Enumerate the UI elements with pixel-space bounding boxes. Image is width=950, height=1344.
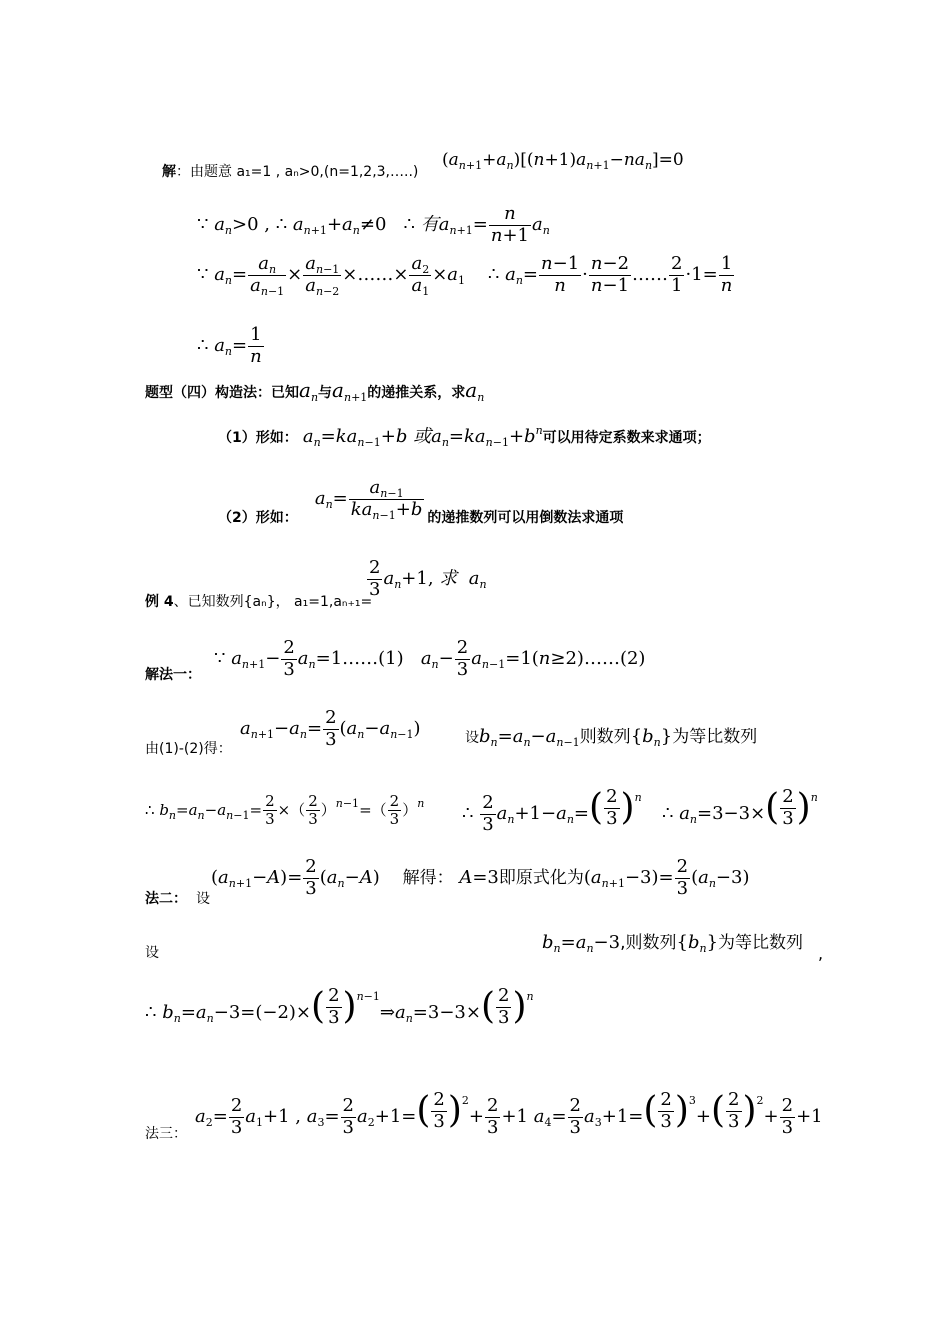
result-line: ∴ $a_n=$ $\frac{1}{n}$ bbox=[197, 324, 262, 367]
product-line: ∵ $a_n=$ $\frac{a_n}{a_{n-1}}$ × $\frac{a_{n-1}}{a_{n-2}}$ ×……× $\frac{a_2}{a_1}$ $\times a_1$ ∴ $a_n=$ $\frac{n-1}{n}$ · $\frac{n-2}{n-1}$ …… $\frac{2}{1}$ ·1= $\frac{1}{n}$ bbox=[197, 253, 733, 298]
method2-let2-eq: $b_n=a_n-3$,则数列$\{b_n\}$为等比数列 bbox=[542, 932, 804, 955]
method1-eq1: ∵ $a_{n+1}-$ $\frac{2}{3}$ $a_n=1\dots\dots(1)$ $a_n-$ $\frac{2}{3}$ $a_{n-1}=1(n\ge 2)\dots\dots(2)$ bbox=[214, 637, 646, 680]
solution-line bbox=[162, 163, 418, 179]
solution-equation: $(a_{n+1}+a_n)[(n+1)a_{n+1}-na_n]=0$ bbox=[442, 150, 684, 172]
method1-let: 设$b_n=a_n-a_{n-1}$则数列$\{b_n\}$为等比数列 bbox=[465, 726, 758, 749]
form1-line: （1）形如： $a_n=ka_{n-1}+b$ 或$a_n=ka_{n-1}+b^n$可以用待定系数来求通项； bbox=[218, 424, 711, 449]
method2-let2-label: 设 bbox=[145, 945, 159, 961]
form2-line: （2）形如： $a_n=$ $a_{n-1}$ $ka_{n-1}+b$ 的递推数列可以用倒数法求通项 bbox=[218, 477, 624, 527]
method2-let-label: 设 bbox=[196, 891, 210, 907]
method1-from-eq: $a_{n+1}-a_n=$ $\frac{2}{3}$ $(a_n-a_{n-1})$ bbox=[240, 707, 421, 750]
example4-equation: $\frac{2}{3}$ $a_n+1$, 求 $a_n$ bbox=[369, 557, 487, 600]
method1-bn-line: ∴ $b_n=a_n-a_{n-1}=$ $\frac{2}{3}$ ×（ $\frac{2}{3}$ ）$^{n-1}$=（ $\frac{2}{3}$ ）$^n$ bbox=[145, 792, 425, 829]
method2-trailing-comma: , bbox=[818, 944, 824, 963]
method2-result: ∴ $b_n=a_n-3=(-2)\times$ ( 2 3 ) $^{n-1}\Rightarrow a_n=3-3\times$ ( 2 3 ) $^n$ bbox=[145, 985, 534, 1028]
solution-label: 解 bbox=[162, 164, 176, 180]
method1-an-eq: ∴ $a_n=3-3\times$ ( 2 3 ) $^n$ bbox=[662, 786, 818, 829]
method2-label: 法二： bbox=[145, 891, 187, 907]
solution-text: ：由题意 a₁=1 , aₙ>0,(n=1,2,3,…..) bbox=[176, 164, 419, 180]
because-line: ∵ $a_n>0$ , ∴ $a_{n+1}+a_n\ne 0$ ∴ 有$a_{n+1}=$ $\frac{n}{n+1}$ $a_n$ bbox=[197, 203, 550, 246]
method2-equation: $(a_{n+1}-A)=$ $\frac{2}{3}$ $(a_n-A)$ 解得： A=3即原式化为$(a_{n+1}-3)=$ $\frac{2}{3}$ $(a_n-3)$ bbox=[211, 856, 750, 899]
method3-label: 法三： bbox=[145, 1126, 187, 1142]
method3-equation: $a_2=$ $\frac{2}{3}$ $a_1+1$ , $a_3=$ $\frac{2}{3}$ $a_2+1=$ ( 2 3 ) $^2$+ $\frac{2}{3}$ +1 $a_4=$ $\frac{2}{3}$ $a_3+1=$ ( 2 3 ) $^3$+ ( 2 3 ) $^2$+ $\frac{2}{3}$ +1 bbox=[195, 1089, 823, 1138]
method1-label: 解法一： bbox=[145, 667, 201, 683]
type4-heading: 题型（四）构造法：已知$a_n$与$a_{n+1}$的递推关系，求$a_n$ bbox=[145, 378, 485, 404]
method1-mid-eq: ∴ $\frac{2}{3}$ $a_n+1-a_n=$ ( 2 3 ) $^n$ bbox=[462, 786, 642, 835]
method1-from-label: 由(1)-(2)得： bbox=[145, 741, 232, 757]
example4-line: 例 4、已知数列{aₙ}， a₁=1,aₙ₊₁= bbox=[145, 594, 373, 610]
